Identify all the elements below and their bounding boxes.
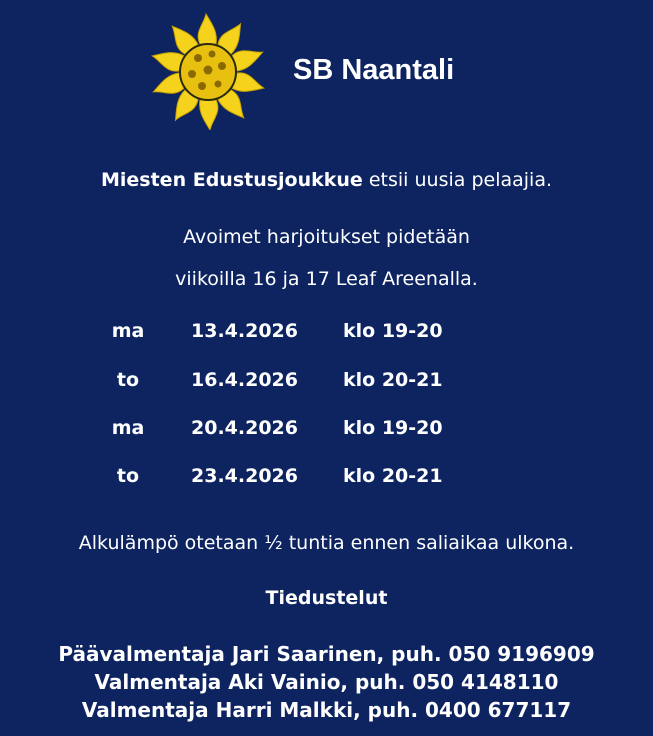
time: klo 20-21 — [343, 369, 443, 391]
schedule-row — [0, 417, 653, 441]
day: to — [116, 465, 140, 487]
date: 13.4.2026 — [191, 320, 298, 342]
weeks-line: viikoilla 16 ja 17 Leaf Areenalla. — [175, 268, 478, 290]
intro-line — [0, 169, 653, 191]
contact-coach: Valmentaja Harri Malkki, puh. 0400 677117 — [81, 698, 572, 722]
club-logo — [143, 12, 455, 130]
time: klo 20-21 — [343, 465, 443, 487]
time: klo 19-20 — [343, 417, 443, 439]
day: to — [116, 369, 140, 391]
contact-coach: Valmentaja Aki Vainio, puh. 050 4148110 — [94, 670, 559, 694]
schedule-row — [0, 369, 653, 393]
team-name: Miesten Edustusjoukkue — [100, 169, 363, 191]
date: 16.4.2026 — [191, 369, 298, 391]
logo-text: SB Naantali — [293, 54, 455, 86]
schedule-row — [0, 465, 653, 489]
schedule-row — [0, 320, 653, 344]
day: ma — [111, 320, 145, 342]
day: ma — [111, 417, 145, 439]
sun-floorball-icon — [143, 12, 293, 130]
contact-head-coach: Päävalmentaja Jari Saarinen, puh. 050 9196909 — [58, 642, 595, 666]
intro-rest: etsii uusia pelaajia. — [362, 169, 553, 191]
date: 20.4.2026 — [191, 417, 298, 439]
inquiries-heading: Tiedustelut — [265, 587, 388, 609]
warmup-note: Alkulämpö otetaan ½ tuntia ennen saliaikaa ulkona. — [78, 532, 575, 554]
time: klo 19-20 — [343, 320, 443, 342]
open-practice-line: Avoimet harjoitukset pidetään — [183, 226, 470, 248]
date: 23.4.2026 — [191, 465, 298, 487]
